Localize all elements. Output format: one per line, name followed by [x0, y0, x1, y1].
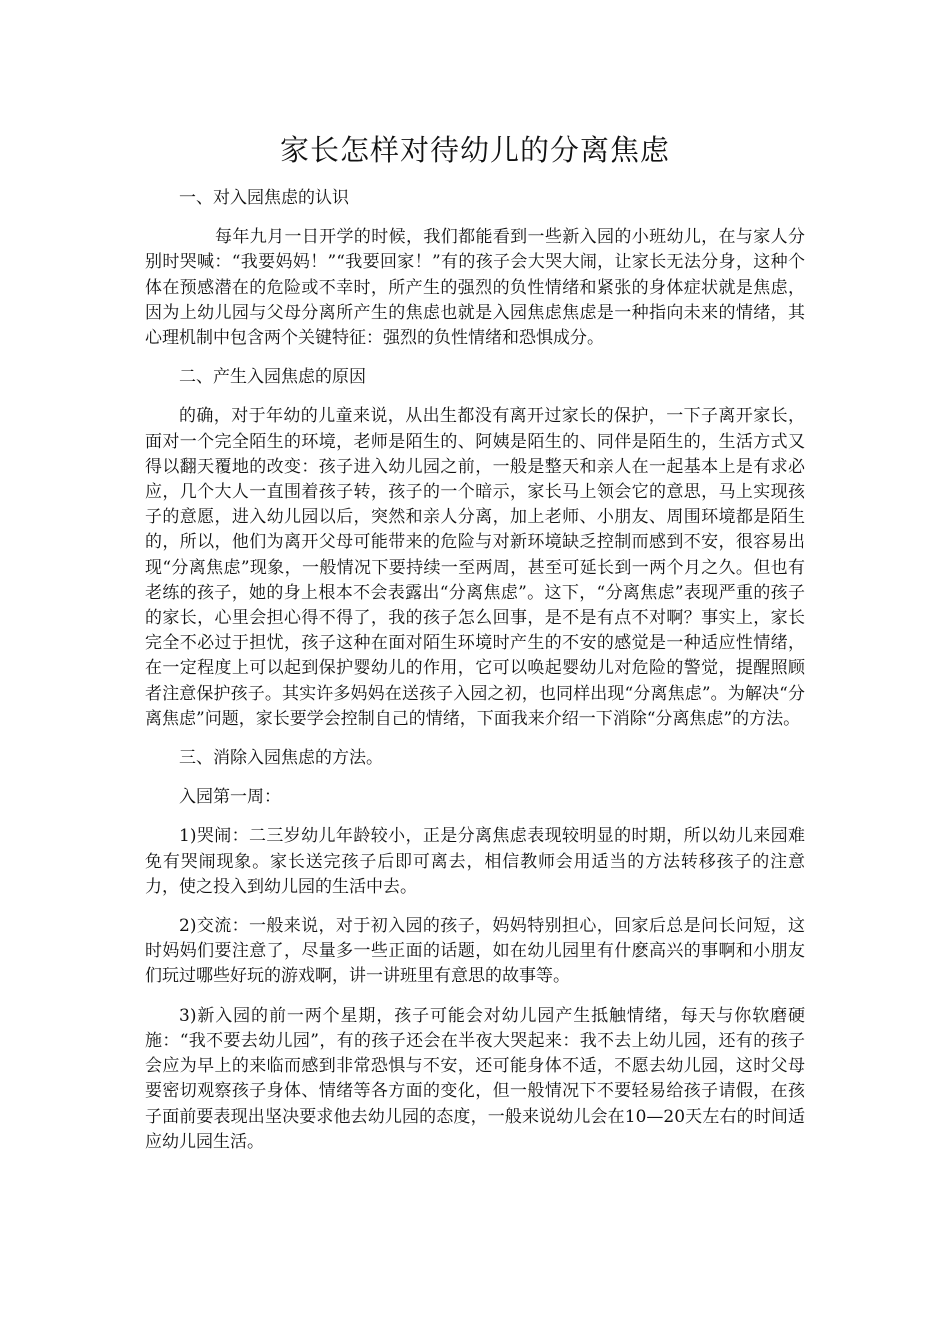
paragraph-entry-anxiety-definition: 每年九月一日开学的时候，我们都能看到一些新入园的小班幼儿，在与家人分别时哭喊：“我要妈妈！”“我要回家！”有的孩子会大哭大闹，让家长无法分身，这种个体在预感潜在的危险或不幸时，所产生的强烈的负性情绪和紧张的身体症状就是焦虑，因为上幼儿园与父母分离所产生的焦虑也就是入园焦虑焦虑是一种指向未来的情绪，其心理机制中包含两个关键特征：强烈的负性情绪和恐惧成分。 — [145, 227, 805, 349]
paragraph-crying: 1)哭闹：二三岁幼儿年龄较小，正是分离焦虑表现较明显的时期，所以幼儿来园难免有哭闹现象。家长送完孩子后即可离去，相信教师会用适当的方法转移孩子的注意力，使之投入到幼儿园的生活中去。 — [145, 826, 805, 897]
section-heading-1: 一、对入园焦虑的认识 — [179, 188, 349, 208]
paragraph-anxiety-causes: 的确，对于年幼的儿童来说，从出生都没有离开过家长的保护，一下子离开家长，面对一个完全陌生的环境，老师是陌生的、阿姨是陌生的、同伴是陌生的，生活方式又得以翻天覆地的改变：孩子进入幼儿园之前，一般是整天和亲人在一起基本上是有求必应，几个大人一直围着孩子转，孩子的一个暗示，家长马上领会它的意思，马上实现孩子的意愿，进入幼儿园以后，突然和亲人分离，加上老师、小朋友、周围环境都是陌生的，所以，他们为离开父母可能带来的危险与对新环境缺乏控制而感到不安，很容易出现“分离焦虑”现象，一般情况下要持续一至两周，甚至可延长到一两个月之久。但也有老练的孩子，她的身上根本不会表露出“分离焦虑”。这下，“分离焦虑”表现严重的孩子的家长，心里会担心得不得了，我的孩子怎么回事，是不是有点不对啊？事实上，家长完全不必过于担忧，孩子这种在面对陌生环境时产生的不安的感觉是一种适应性情绪，在一定程度上可以起到保护婴幼儿的作用，它可以唤起婴幼儿对危险的警觉，提醒照顾者注意保护孩子。其实许多妈妈在送孩子入园之初，也同样出现“分离焦虑”。为解决“分离焦虑”问题，家长要学会控制自己的情绪，下面我来介绍一下消除“分离焦虑”的方法。 — [145, 406, 805, 729]
section-heading-2: 二、产生入园焦虑的原因 — [179, 367, 366, 388]
document-body — [145, 186, 805, 1169]
paragraph-communication: 2)交流：一般来说，对于初入园的孩子，妈妈特别担心，回家后总是问长问短，这时妈妈们要注意了，尽量多一些正面的话题，如在幼儿园里有什麽高兴的事啊和小朋友们玩过哪些好玩的游戏啊，讲一讲班里有意思的故事等。 — [145, 916, 805, 987]
document-title: 家长怎样对待幼儿的分离焦虑 — [279, 133, 670, 167]
paragraph-first-weeks: 3)新入园的前一两个星期，孩子可能会对幼儿园产生抵触情绪，每天与你软磨硬施：“我不要去幼儿园”，有的孩子还会在半夜大哭起来：我不去上幼儿园，还有的孩子会应为早上的来临而感到非常恐惧与不安，还可能身体不适，不愿去幼儿园，这时父母要密切观察孩子身体、情绪等各方面的变化，但一般情况下不要轻易给孩子请假，在孩子面前要表现出坚决要求他去幼儿园的态度，一般来说幼儿会在10—20天左右的时间适应幼儿园生活。 — [145, 1005, 805, 1152]
section-heading-3: 三、消除入园焦虑的方法。 — [179, 748, 383, 769]
paragraph-first-week-label: 入园第一周： — [179, 787, 281, 808]
